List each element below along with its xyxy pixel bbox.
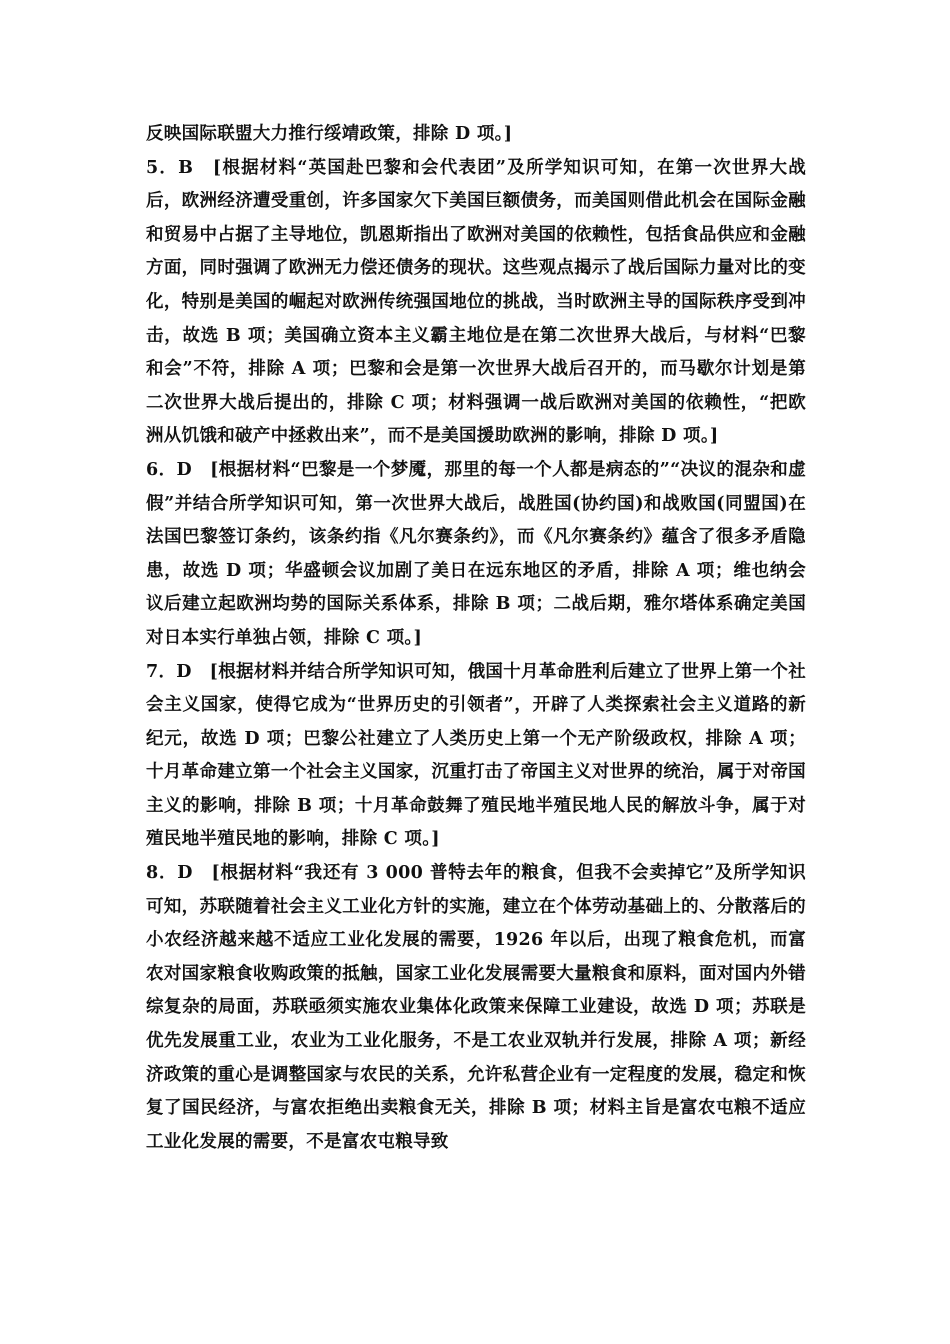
answer-4-tail-paragraph: 反映国际联盟大力推行绥靖政策，排除 D 项。]	[146, 124, 513, 144]
answer-8-paragraph: 8．D [根据材料“我还有 3 000 普特去年的粮食，但我不会卖掉它”及所学知识可知，苏联随着社会主义工业化方针的实施，建立在个体劳动基础上的、分散落后的小农经济越来越不适应工业化发展的需要，1926 年以后，出现了粮食危机，而富农对国家粮食收购政策的抵触，国家工业化发展需要大量粮食和原料，面对国内外错综复杂的局面，苏联亟须实施农业集体化政策来保障工业建设，故选 D 项；苏联是优先发展重工业，农业为工业化服务，不是工农业双轨并行发展，排除 A 项；新经济政策的重心是调整国家与农民的关系，允许私营企业有一定程度的发展，稳定和恢复了国民经济，与富农拒绝出卖粮食无关，排除 B 项；材料主旨是富农屯粮不适应工业化发展的需要，不是富农屯粮导致	[146, 863, 806, 1152]
document-page	[146, 118, 806, 1159]
answer-7-paragraph: 7．D [根据材料并结合所学知识可知，俄国十月革命胜利后建立了世界上第一个社会主义国家，使得它成为“世界历史的引领者”，开辟了人类探索社会主义道路的新纪元，故选 D 项；巴黎公社建立了人类历史上第一个无产阶级政权，排除 A 项；十月革命建立第一个社会主义国家，沉重打击了帝国主义对世界的统治，属于对帝国主义的影响，排除 B 项；十月革命鼓舞了殖民地半殖民地人民的解放斗争，属于对殖民地半殖民地的影响，排除 C 项。]	[146, 661, 806, 850]
answer-5-paragraph: 5．B [根据材料“英国赴巴黎和会代表团”及所学知识可知，在第一次世界大战后，欧洲经济遭受重创，许多国家欠下美国巨额债务，而美国则借此机会在国际金融和贸易中占据了主导地位，凯恩斯指出了欧洲对美国的依赖性，包括食品供应和金融方面，同时强调了欧洲无力偿还债务的现状。这些观点揭示了战后国际力量对比的变化，特别是美国的崛起对欧洲传统强国地位的挑战，当时欧洲主导的国际秩序受到冲击，故选 B 项；美国确立资本主义霸主地位是在第二次世界大战后，与材料“巴黎和会”不符，排除 A 项；巴黎和会是第一次世界大战后召开的，而马歇尔计划是第二次世界大战后提出的，排除 C 项；材料强调一战后欧洲对美国的依赖性，“把欧洲从饥饿和破产中拯救出来”，而不是美国援助欧洲的影响，排除 D 项。]	[146, 157, 806, 447]
answer-6-paragraph: 6．D [根据材料“巴黎是一个梦魇，那里的每一个人都是病态的”“决议的混杂和虚假”并结合所学知识可知，第一次世界大战后，战胜国(协约国)和战败国(同盟国)在法国巴黎签订条约，该条约指《凡尔赛条约》，而《凡尔赛条约》蕴含了很多矛盾隐患，故选 D 项；华盛顿会议加剧了美日在远东地区的矛盾，排除 A 项；维也纳会议后建立起欧洲均势的国际关系体系，排除 B 项；二战后期，雅尔塔体系确定美国对日本实行单独占领，排除 C 项。]	[146, 459, 806, 648]
